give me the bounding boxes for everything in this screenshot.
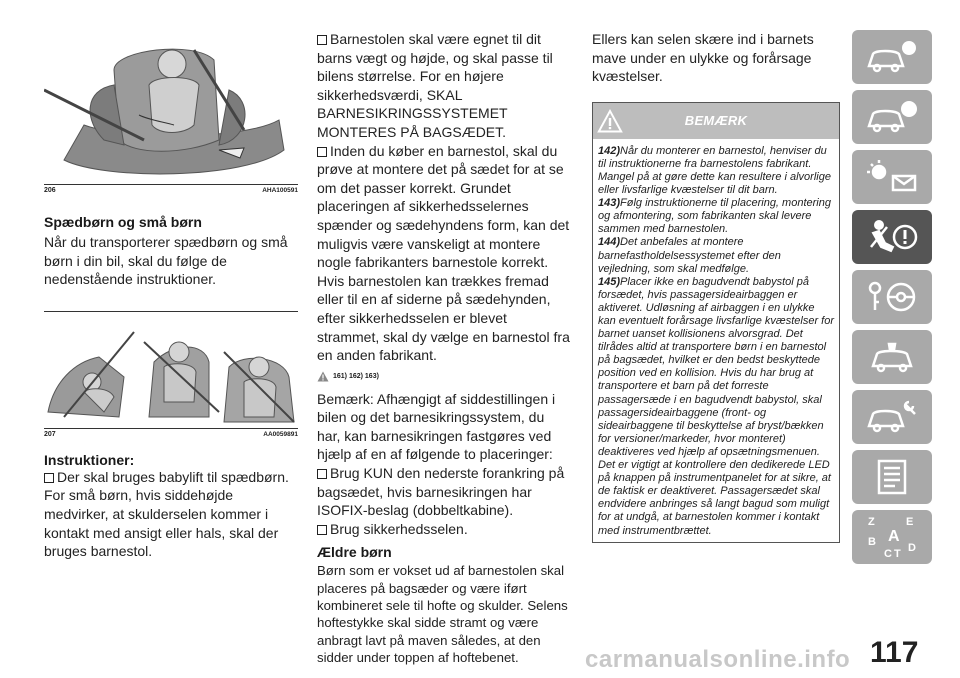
watermark: carmanualsonline.info <box>585 646 851 673</box>
checkbox-bullet-icon <box>44 473 54 483</box>
tab-airbag-seat[interactable] <box>852 210 932 264</box>
lights-message-icon <box>865 158 919 196</box>
index-letter: D <box>908 542 916 554</box>
figure-caption <box>44 428 298 438</box>
section-heading: Spædbørn og små børn <box>44 214 202 230</box>
section-heading: Instruktioner: <box>44 451 135 468</box>
warning-body <box>593 139 839 542</box>
warning-box <box>592 102 840 543</box>
chapter-tabs <box>852 30 960 570</box>
tab-key-steering[interactable] <box>852 270 932 324</box>
checkbox-bullet-icon <box>317 469 327 479</box>
index-letter: A <box>888 528 900 545</box>
bullet-item: Der skal bruges babylift til spædbørn. For små børn, hvis siddehøjde medvirker, at skulderselen kommer i kontakt med ansigt eller hals, skal der bruges barnestol. <box>44 468 289 560</box>
warning-title: BEMÆRK <box>684 113 748 129</box>
figure-number: 207 <box>44 430 56 438</box>
column-1 <box>44 30 298 561</box>
car-info-icon <box>865 38 919 76</box>
figure-code: AA0059891 <box>263 430 298 438</box>
bullet-item: Brug KUN den nederste forankring på bagsædet, hvis barnesikringen har ISOFIX-beslag (dobbeltkabine). <box>317 465 565 519</box>
index-letter: T <box>894 548 901 560</box>
warning-triangle-icon <box>317 371 329 382</box>
divider <box>44 311 298 312</box>
warning-item: 142)Når du monterer en barnestol, henviser du til instruktionerne fra barnestolens fabrikant. Mangel på at gøre dette kan resultere i alvorlige eller livsfarlige kvæstelser til dit barn. <box>598 144 831 197</box>
section-heading: Ældre børn <box>317 544 392 561</box>
tab-checklist[interactable] <box>852 450 932 504</box>
tab-index[interactable] <box>852 510 932 564</box>
tab-car-emergency[interactable] <box>852 330 932 384</box>
warning-triangle-icon <box>597 109 623 133</box>
paragraph: Ellers kan selen skære ind i barnets mave under en ulykke og forårsage kvæstelser. <box>592 31 814 85</box>
figure-number: 206 <box>44 187 56 194</box>
note-reference: 161) 162) 163) <box>317 371 571 382</box>
child-booster-illustration <box>44 30 298 184</box>
bullet-item: Barnestolen skal være egnet til dit barns vægt og højde, og skal passe til bilens størrelse. For en højere sikkerhedsværdi, SKAL BARNESIKRINGSSYSTEMET MONTERES PÅ BAGSÆDET. <box>317 31 553 140</box>
warning-item: 145)Placer ikke en bagudvendt babystol på forsædet, hvis passagersideairbaggen er aktiveret. Udløsning af airbaggen i en ulykke kan eventuelt forårsage livsfarlige kvæstelser for barnet uanset kollisionens alvorsgrad. Det tilrådes altid at transportere børn i en barnestol på bagsædet, hvilket er den bedst beskyttede position ved en kollision. Hvis du har brug at transportere et barn på det forreste passagersæde i en bagudvendt babystol, skal passagersideairbaggene (front- og sideairbaggene til beskyttelse af bryst/bækken for versioner/markeder, hvor monteret) deaktiveres ved hjælp af opsætningsmenuen. Det er vigtigt at kontrollere den dedikerede LED på knappen på instrumentpanelet for at sikre, at de faktisk er deaktiveret. Passagersædet skal endvidere anbringes så langt bagud som muligt for at undgå, at barnestolen kommer i kontakt med instrumentbrættet. <box>598 275 834 537</box>
column-3 <box>592 30 840 543</box>
index-letter: B <box>868 536 876 548</box>
tab-car-info[interactable] <box>852 30 932 84</box>
warning-item: 143)Følg instruktionerne til placering, montering og afmontering, som fabrikanten skal levere sammen med barnestolen. <box>598 197 831 236</box>
index-letter: E <box>906 516 914 528</box>
page-number: 117 <box>870 636 919 669</box>
index-letters-icon <box>862 513 922 561</box>
key-steering-icon <box>865 278 919 316</box>
checkbox-bullet-icon <box>317 147 327 157</box>
paragraph: Bemærk: Afhængigt af siddestillingen i bilen og det barnesikringssystem, du har, kan barnesikringen fastgøres ved hjælp af en af følgende to placeringer: <box>317 390 556 463</box>
figure-code: AHA100591 <box>262 187 298 194</box>
tab-lights-message[interactable] <box>852 150 932 204</box>
warning-header <box>593 103 839 139</box>
index-letter: Z <box>868 516 875 528</box>
checklist-icon <box>865 458 919 496</box>
car-warning-icon <box>865 98 919 136</box>
figure-207-child-seats <box>44 322 298 438</box>
checkbox-bullet-icon <box>317 525 327 535</box>
warning-item: 144)Det anbefales at montere barnefastholdelsessystemet efter den vejledning, som skal medfølge. <box>598 236 781 275</box>
bullet-item: Inden du køber en barnestol, skal du prøve at montere det på sædet for at se om det passer korrekt. Grundet placeringen af sikkerhedsselernes spænder og sædehyndens form, kan det muligvis være vanskeligt at montere nogle fabrikanters barnestole korrekt. Hvis barnestolen kan trækkes fremad eller til en af siderne på sædehynden, efter sikkerhedsselen er blevet strammet, skal dy vælge en barnestol fra en anden fabrikant. <box>317 142 570 364</box>
car-emergency-icon <box>865 338 919 376</box>
index-letter: C <box>884 548 892 560</box>
child-seats-illustration <box>44 322 298 428</box>
tab-car-warning[interactable] <box>852 90 932 144</box>
column-2 <box>317 30 571 666</box>
figure-caption <box>44 184 298 194</box>
tab-wrench-car[interactable] <box>852 390 932 444</box>
paragraph: Børn som er vokset ud af barnestolen skal placeres på bagsæder og være iført kombineret sele til hofte og skulder. Selens hoftestykke skal sidde stramt og være anbragt lavt på maven således, at den sidder under toppen af hoftebenet. <box>317 563 568 665</box>
checkbox-bullet-icon <box>317 35 327 45</box>
wrench-car-icon <box>865 398 919 436</box>
paragraph: Når du transporterer spædbørn og små børn i din bil, skal du følge de nedenstående instruktioner. <box>44 234 288 288</box>
figure-206-booster-seat <box>44 30 298 194</box>
airbag-seat-icon <box>865 217 919 257</box>
bullet-item: Brug sikkerhedsselen. <box>317 520 571 539</box>
